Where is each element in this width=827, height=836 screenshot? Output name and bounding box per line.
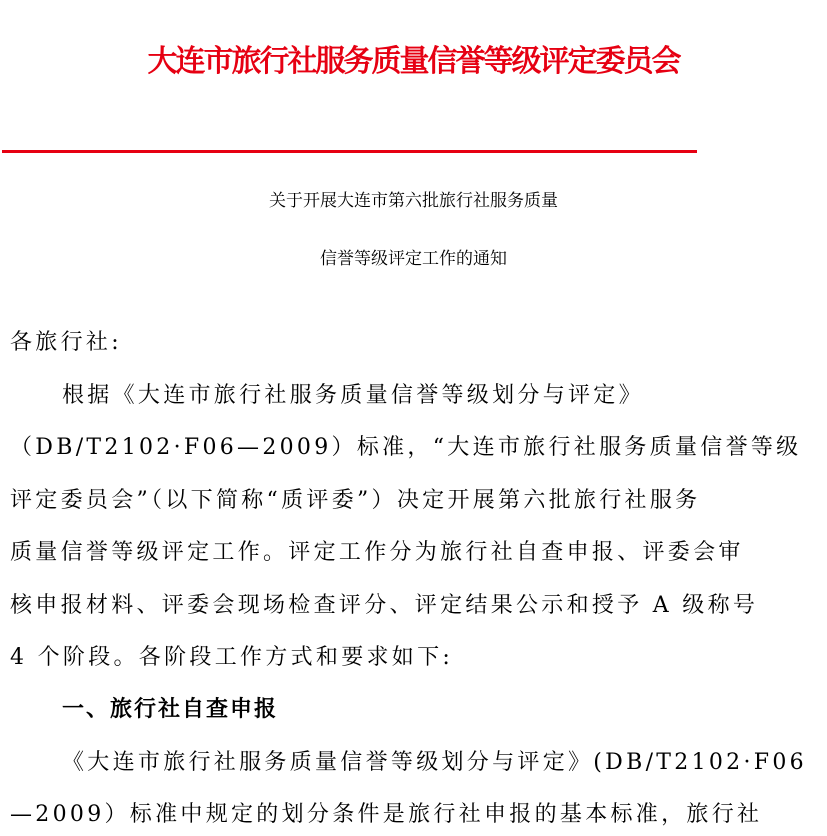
notice-title-line-1: 关于开展大连市第六批旅行社服务质量 [269,191,558,211]
issuing-organization-header: 大连市旅行社服务质量信誉等级评定委员会 [147,44,680,79]
paragraph-line: 根据《大连市旅行社服务质量信誉等级划分与评定》 [62,383,644,408]
paragraph-line: 《大连市旅行社服务质量信誉等级划分与评定》(DB/T2102·F06 [62,750,807,775]
paragraph-line: 4 个阶段。各阶段工作方式和要求如下: [10,645,454,670]
notice-title-line-2: 信誉等级评定工作的通知 [320,249,507,269]
salutation: 各旅行社: [10,330,122,355]
paragraph-line: （DB/T2102·F06—2009）标准，“大连市旅行社服务质量信誉等级 [10,435,802,460]
paragraph-line: 评定委员会”（以下简称“质评委”）决定开展第六批旅行社服务 [10,488,701,513]
section-heading: 一、旅行社自查申报 [62,697,279,722]
paragraph-line: 核申报材料、评委会现场检查评分、评定结果公示和授予 A 级称号 [10,593,759,618]
red-header-rule [2,150,697,153]
paragraph-line: —2009）标准中规定的划分条件是旅行社申报的基本标准，旅行社 [10,802,763,827]
paragraph-line: 质量信誉等级评定工作。评定工作分为旅行社自查申报、评委会审 [10,540,744,565]
